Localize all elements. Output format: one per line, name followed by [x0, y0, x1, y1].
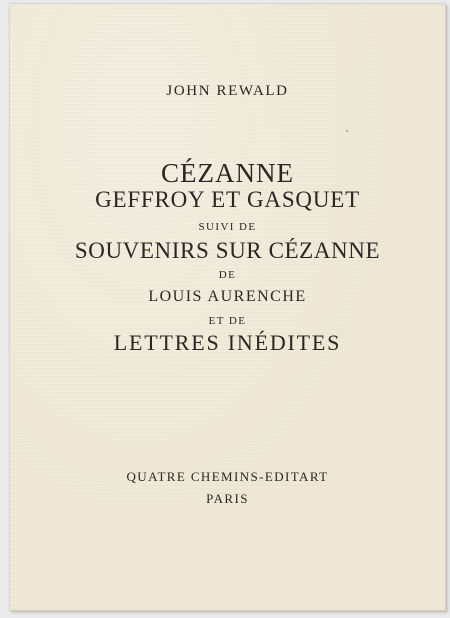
title-connector-de: DE — [218, 269, 237, 281]
title-line-cezanne: CÉZANNE — [161, 158, 294, 188]
publisher-name: QUATRE CHEMINS-EDITART — [126, 469, 329, 484]
title-line-geffroy-gasquet: GEFFROY ET GASQUET — [95, 187, 360, 212]
title-line-souvenirs: SOUVENIRS SUR CÉZANNE — [74, 238, 381, 263]
title-line-louis-aurenche: LOUIS AURENCHE — [148, 288, 307, 305]
author-name: JOHN REWALD — [166, 83, 289, 99]
title-connector-et-de: ET DE — [208, 315, 247, 327]
title-connector-suivi-de: SUIVI DE — [198, 221, 257, 233]
publisher-city: PARIS — [206, 491, 249, 506]
book-cover — [10, 4, 446, 611]
paper-speck — [346, 130, 348, 132]
title-line-lettres-inedites: LETTRES INÉDITES — [113, 330, 342, 355]
